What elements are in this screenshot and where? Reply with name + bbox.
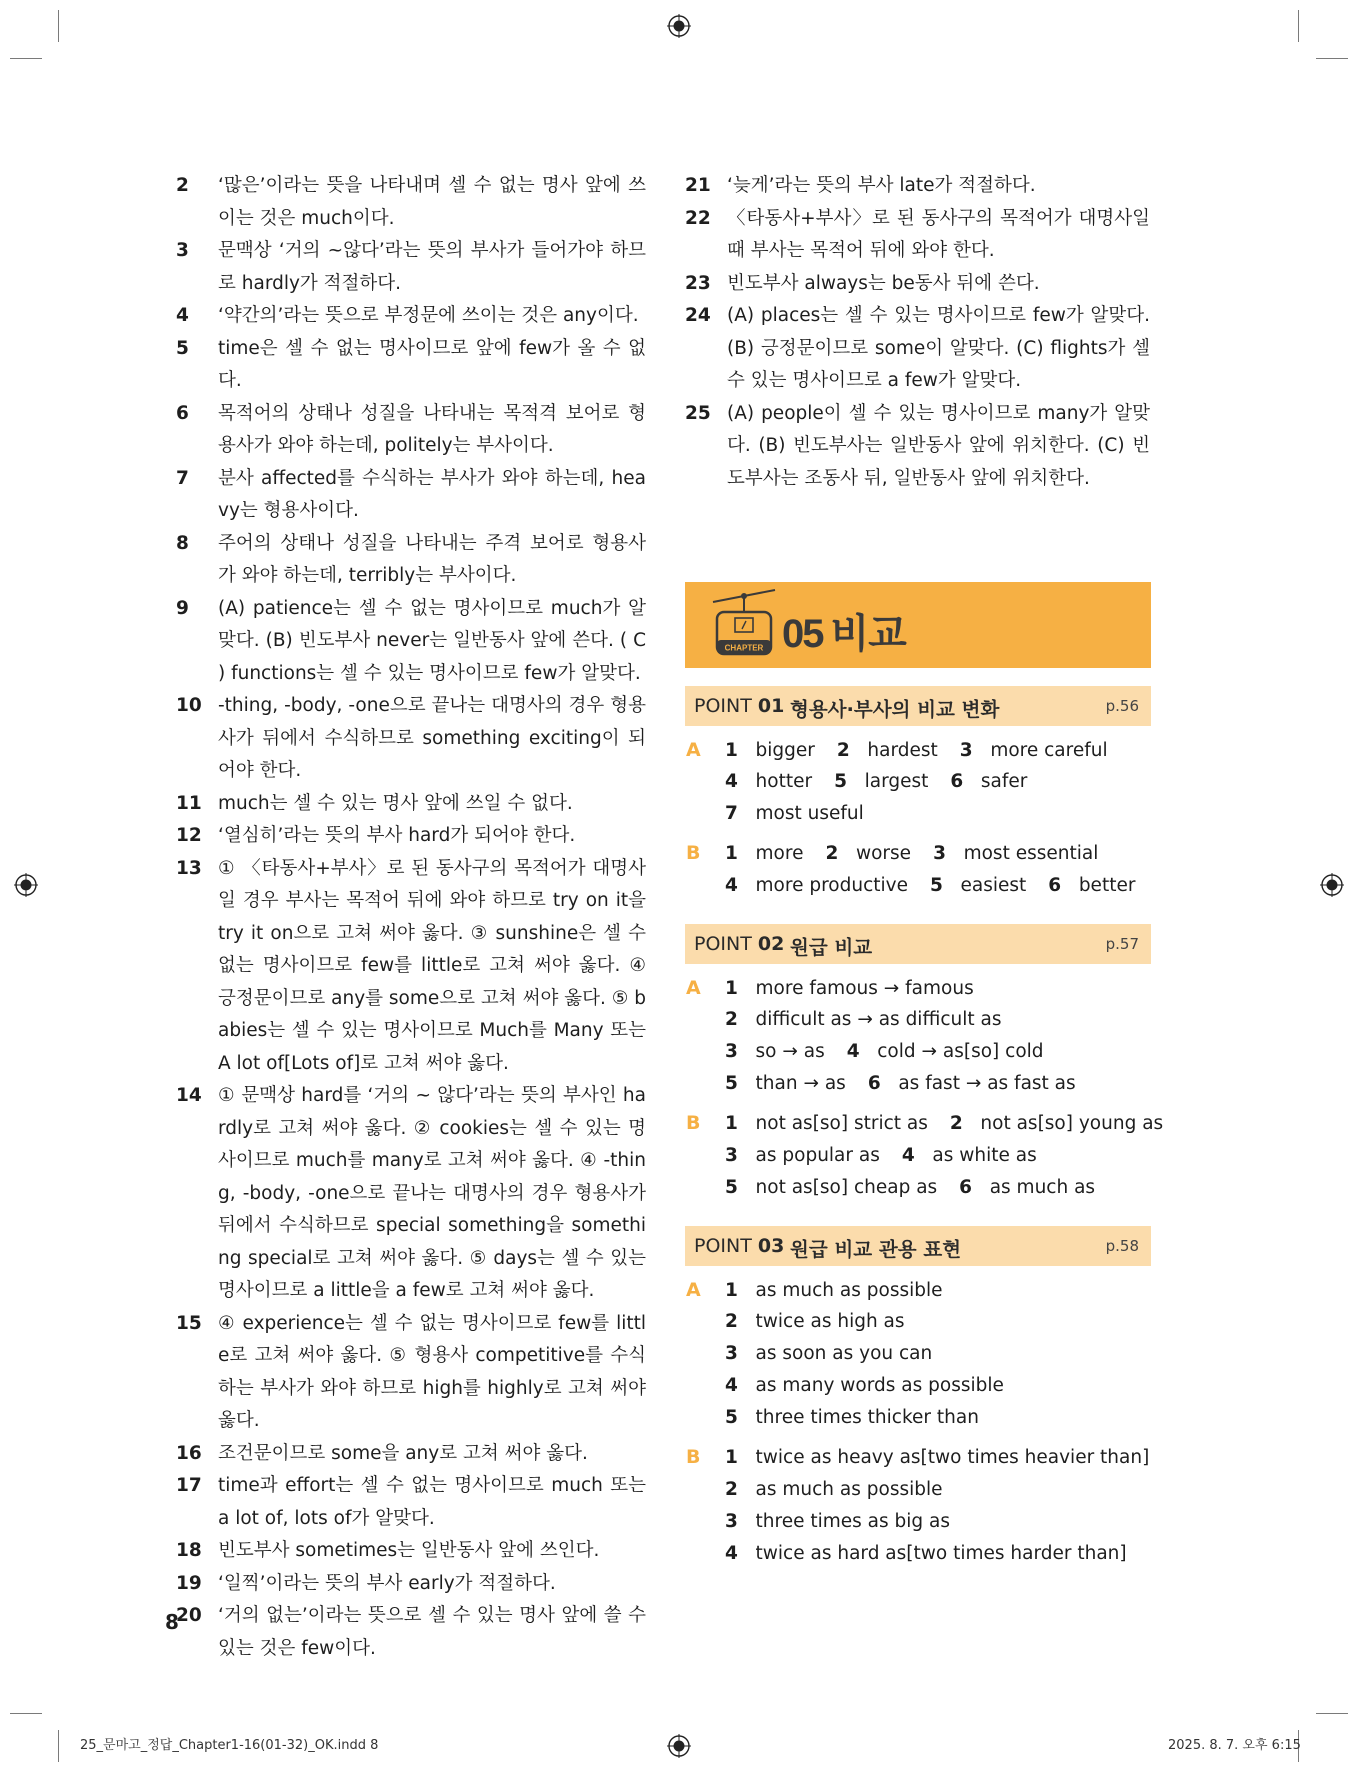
- answer-item: 21 ‘늦게’라는 뜻의 부사 late가 적절하다.: [685, 175, 1036, 196]
- section-letter: B: [686, 1112, 701, 1134]
- page-reference: p.56: [1105, 697, 1139, 715]
- section-letter: B: [686, 1446, 701, 1468]
- answer-item: 18 빈도부사 sometimes는 일반동사 앞에 쓰인다.: [176, 1540, 600, 1561]
- slug-filename: 25_문마고_정답_Chapter1-16(01-32)_OK.indd 8: [80, 1738, 379, 1753]
- answer-item: 16 조건문이므로 some을 any로 고쳐 써야 옳다.: [176, 1442, 588, 1464]
- chapter-badge: CHAPTER: [724, 643, 764, 653]
- chapter-banner: [685, 582, 1151, 668]
- answer-line: 4 twice as hard as[two times harder than]: [725, 1543, 1127, 1564]
- answer-line: 4 as many words as possible: [725, 1375, 1004, 1396]
- answer-item: 12 ‘열심히’라는 뜻의 부사 hard가 되어야 한다.: [176, 825, 576, 846]
- answer-line: 2 difficult as → as difficult as: [725, 1009, 1002, 1030]
- crop-mark: [1316, 58, 1348, 59]
- answer-item: 3 문맥상 ‘거의 ~않다’라는 뜻의 부사가 들어가야 하므로 hardly가 적절하다.: [176, 240, 646, 294]
- crop-mark: [10, 1713, 42, 1714]
- right-answer-column: [685, 170, 1150, 495]
- answer-line: 4 more productive 5 easiest 6 better: [725, 875, 1136, 896]
- point-title: 형용사·부사의 비교 변화: [790, 698, 1000, 721]
- crop-mark: [10, 58, 42, 59]
- section-letter: A: [686, 977, 701, 999]
- answer-item: 24 (A) places는 셀 수 있는 명사이므로 few가 알맞다. (B) 긍정문이므로 some이 알맞다. (C) flights가 셀 수 있는 명사이므로 a few가 알맞다.: [685, 305, 1150, 391]
- answer-line: 1 twice as heavy as[two times heavier than]: [725, 1447, 1150, 1468]
- slug-timestamp: 2025. 8. 7. 오후 6:15: [1168, 1738, 1301, 1753]
- registration-mark-icon: [14, 873, 38, 897]
- point-title: 원급 비교: [790, 936, 873, 959]
- answer-item: 13 ① 〈타동사+부사〉로 된 동사구의 목적어가 대명사일 경우 부사는 목적어 뒤에 와야 하므로 try on it을 try it on으로 고쳐 써야 옳다. ③ sunshine은 셀 수 없는 명사이므로 few를 little로 고쳐 써야 옳다. ④ 긍정문이므로 any를 some으로 고쳐 써야 옳다. ⑤ babies는 셀 수 있는 명사이므로 Much를 Many 또는 A lot of[Lots of]로 고쳐 써야 옳다.: [176, 857, 646, 1074]
- answer-line: 1 bigger 2 hardest 3 more careful: [725, 740, 1108, 761]
- answer-item: 14 ① 문맥상 hard를 ‘거의 ~ 않다’라는 뜻의 부사인 hardly로 고쳐 써야 옳다. ② cookies는 셀 수 있는 명사이므로 much를 many로 고쳐 써야 옳다. ④ -thing, -body, -one으로 끝나는 대명사의 경우 형용사가 뒤에서 수식하므로 special something을 something special로 고쳐 써야 옳다. ⑤ days는 셀 수 있는 명사이므로 a little을 a few로 고쳐 써야 옳다.: [176, 1085, 646, 1301]
- answer-item: 5 time은 셀 수 없는 명사이므로 앞에 few가 올 수 없다.: [176, 337, 646, 391]
- answer-line: 1 more 2 worse 3 most essential: [725, 843, 1099, 864]
- left-answer-column: [176, 170, 646, 1665]
- point-title: 원급 비교 관용 표현: [790, 1238, 962, 1261]
- crop-mark: [1298, 10, 1299, 42]
- answer-line: 4 hotter 5 largest 6 safer: [725, 771, 1028, 792]
- answer-item: 23 빈도부사 always는 be동사 뒤에 쓴다.: [685, 272, 1040, 294]
- answer-line: 3 as soon as you can: [725, 1343, 933, 1364]
- answer-line: 7 most useful: [725, 803, 864, 824]
- answer-item: 22 〈타동사+부사〉로 된 동사구의 목적어가 대명사일 때 부사는 목적어 뒤에 와야 한다.: [685, 207, 1150, 261]
- crop-mark: [58, 10, 59, 42]
- answer-item: 10 -thing, -body, -one으로 끝나는 대명사의 경우 형용사가 뒤에서 수식하므로 something exciting이 되어야 한다.: [176, 695, 646, 781]
- page-reference: p.57: [1105, 935, 1139, 953]
- crop-mark: [58, 1730, 59, 1762]
- answer-item: 4 ‘약간의’라는 뜻으로 부정문에 쓰이는 것은 any이다.: [176, 305, 639, 326]
- answer-line: 1 more famous → famous: [725, 978, 974, 999]
- answer-line: 5 not as[so] cheap as 6 as much as: [725, 1177, 1096, 1198]
- page-reference: p.58: [1105, 1237, 1139, 1255]
- point-header: POINT 02 원급 비교 p.57: [685, 924, 1151, 964]
- answer-item: 20 ‘거의 없는’이라는 뜻으로 셀 수 있는 명사 앞에 쓸 수 있는 것은 few이다.: [176, 1605, 646, 1659]
- section-letter: A: [686, 739, 701, 761]
- answer-item: 6 목적어의 상태나 성질을 나타내는 목적격 보어로 형용사가 와야 하는데, politely는 부사이다.: [176, 402, 646, 456]
- answer-item: 2 ‘많은’이라는 뜻을 나타내며 셀 수 없는 명사 앞에 쓰이는 것은 much이다.: [176, 175, 646, 229]
- answer-line: 1 not as[so] strict as 2 not as[so] young as: [725, 1113, 1164, 1134]
- point-header: POINT 03 원급 비교 관용 표현 p.58: [685, 1226, 1151, 1266]
- section-letter: A: [686, 1279, 701, 1301]
- answer-item: 25 (A) people이 셀 수 있는 명사이므로 many가 알맞다. (B) 빈도부사는 일반동사 앞에 위치한다. (C) 빈도부사는 조동사 뒤, 일반동사 앞에 위치한다.: [685, 402, 1150, 489]
- page-number: 8: [165, 1610, 179, 1634]
- answer-line: 5 than → as 6 as fast → as fast as: [725, 1073, 1076, 1094]
- registration-mark-icon: [1320, 873, 1344, 897]
- answer-item: 11 much는 셀 수 있는 명사 앞에 쓰일 수 없다.: [176, 792, 573, 814]
- answer-line: 3 three times as big as: [725, 1511, 951, 1532]
- answer-line: 3 as popular as 4 as white as: [725, 1145, 1037, 1166]
- chapter-title: 05 비교: [782, 611, 906, 657]
- answer-line: 3 so → as 4 cold → as[so] cold: [725, 1041, 1044, 1062]
- registration-mark-icon: [667, 14, 691, 38]
- answer-item: 7 분사 affected를 수식하는 부사가 와야 하는데, heavy는 형용사이다.: [176, 467, 646, 521]
- crop-mark: [1316, 1713, 1348, 1714]
- answer-line: 5 three times thicker than: [725, 1407, 979, 1428]
- answer-line: 2 as much as possible: [725, 1479, 943, 1500]
- answer-item: 17 time과 effort는 셀 수 없는 명사이므로 much 또는 a lot of, lots of가 알맞다.: [176, 1475, 646, 1529]
- answer-item: 19 ‘일찍’이라는 뜻의 부사 early가 적절하다.: [176, 1572, 556, 1594]
- section-letter: B: [686, 842, 701, 864]
- answer-line: 1 as much as possible: [725, 1280, 943, 1301]
- answer-line: 2 twice as high as: [725, 1311, 905, 1332]
- answer-item: 9 (A) patience는 셀 수 없는 명사이므로 much가 알맞다. (B) 빈도부사 never는 일반동사 앞에 쓴다. ( C ) functions는 셀 수 있는 명사이므로 few가 알맞다.: [176, 597, 646, 684]
- registration-mark-icon: [667, 1734, 691, 1758]
- point-header: POINT 01 형용사·부사의 비교 변화 p.56: [685, 686, 1151, 726]
- answer-item: 8 주어의 상태나 성질을 나타내는 주격 보어로 형용사가 와야 하는데, terribly는 부사이다.: [176, 532, 646, 586]
- answer-item: 15 ④ experience는 셀 수 없는 명사이므로 few를 little로 고쳐 써야 옳다. ⑤ 형용사 competitive를 수식하는 부사가 와야 하므로 high를 highly로 고쳐 써야 옳다.: [176, 1312, 646, 1431]
- cable-car-icon: [709, 588, 779, 660]
